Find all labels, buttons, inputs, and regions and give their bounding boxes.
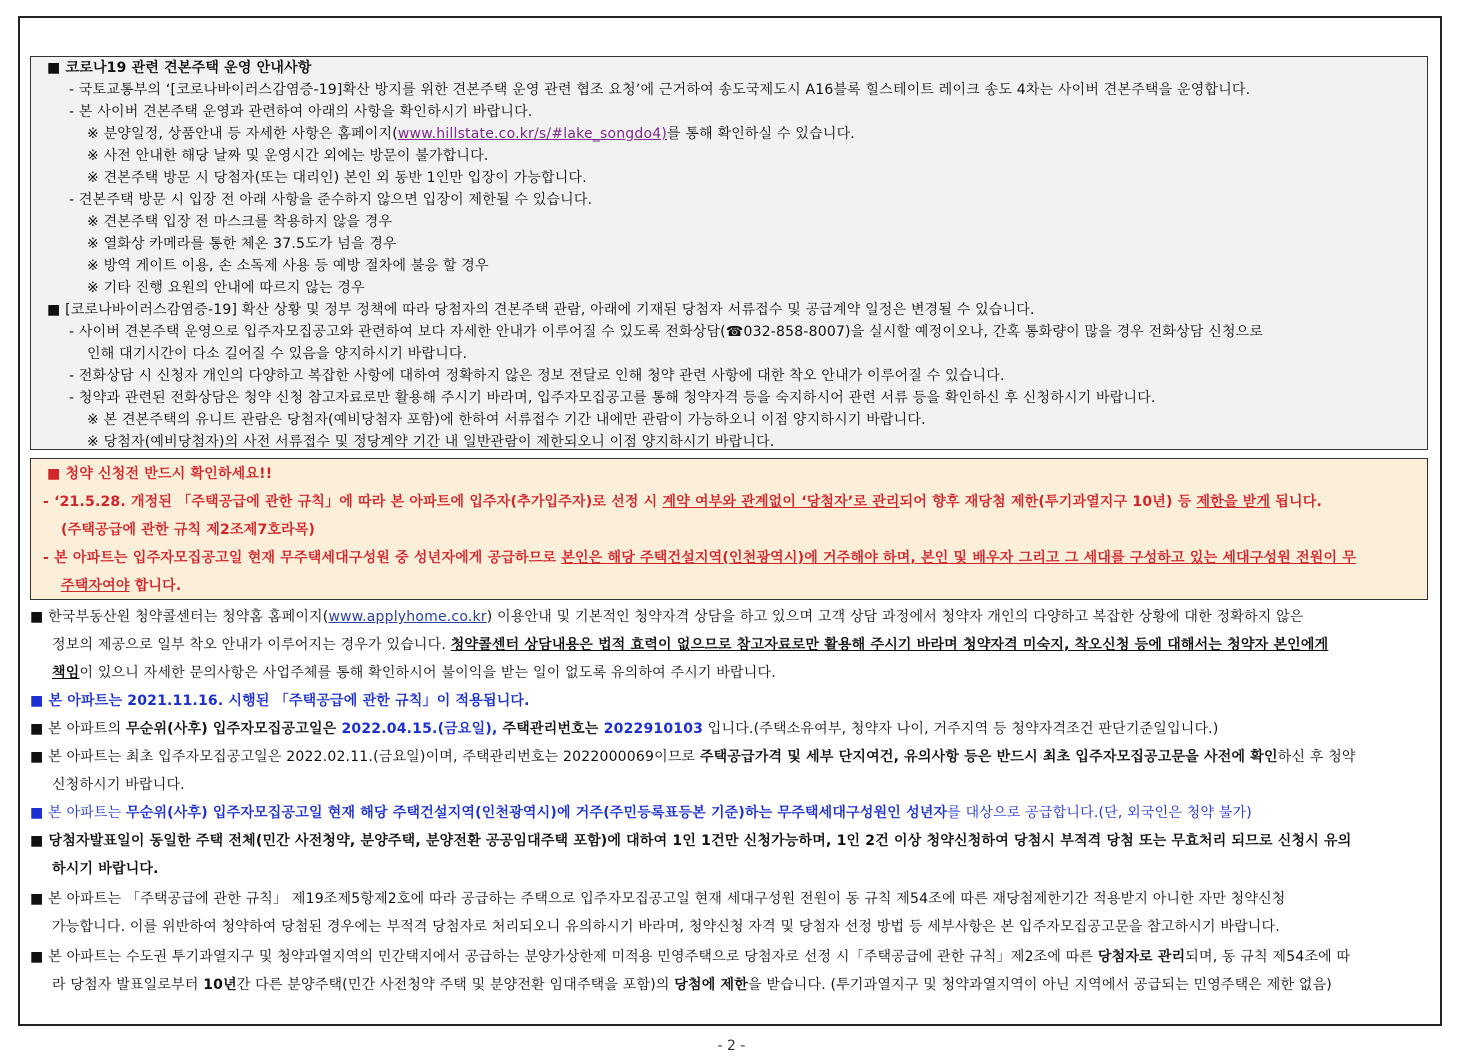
para-text: 간 다른 분양주택(민간 사전청약 주택 및 분양전환 임대주택을 포함)의 <box>236 977 675 993</box>
notice-line: ※ 방역 게이트 이용, 손 소독제 사용 등 예방 절차에 불응 할 경우 <box>87 258 489 274</box>
applyhome-link[interactable]: www.applyhome.co.kr <box>328 609 487 625</box>
para-bold: 무순위(사후) 입주자모집공고일은 <box>126 721 342 737</box>
notice-line: ※ 기타 진행 요원의 안내에 따르지 않는 경우 <box>87 280 365 296</box>
para-text: ■ 한국부동산원 청약콜센터는 청약홈 홈페이지( <box>30 609 329 625</box>
notice-line: ■ [코로나바이러스감염증-19] 확산 상황 및 정부 정책에 따라 당첨자의 견본주택 관람, 아래에 기재된 당첨자 서류접수 및 공급계약 일정은 변경될 수 있습니다. <box>47 302 1035 318</box>
warning-underlined: 제한을 받게 <box>1196 494 1271 510</box>
para-text: ) 이용안내 및 기본적인 청약자격 상담을 하고 있으며 고객 상담 과정에서 청약자 개인의 다양하고 복잡한 상황에 대한 정확하지 않은 <box>486 609 1304 625</box>
para-text: 되며, 동 규칙 제54조에 따 <box>1185 949 1351 965</box>
paragraph-line: 하시기 바랍니다. <box>52 861 159 877</box>
notice-text: ※ 분양일정, 상품안내 등 자세한 사항은 홈페이지( <box>87 126 398 142</box>
para-text: ■ 본 아파트는 최초 입주자모집공고일은 2022.02.11.(금요일)이며, 주택관리번호는 2022000069이므로 <box>30 749 700 765</box>
notice-line: - 사이버 견본주택 운영으로 입주자모집공고와 관련하여 보다 자세한 안내가 이루어질 수 있도록 전화상담(☎032-858-8007)을 실시할 예정이오나, 간혹 통화량이 많을 경우 전화상담 신청으로 <box>69 324 1264 340</box>
covid-notice-title: ■ 코로나19 관련 견본주택 운영 안내사항 <box>47 60 312 76</box>
notice-line: ※ 본 견본주택의 유니트 관람은 당첨자(예비당첨자 포함)에 한하여 서류접수 기간 내에만 관람이 가능하오니 이점 양지하시기 바랍니다. <box>87 412 926 428</box>
warning-text: 되어 향후 재당첨 제한(투기과열지구 10년) 등 <box>899 494 1197 510</box>
para-text: 이 있으니 자세한 문의사항은 사업주체를 통해 확인하시어 불이익을 받는 일이 없도록 유의하여 주시기 바랍니다. <box>79 665 776 681</box>
para-bold: 당첨자로 관리 <box>1097 949 1186 965</box>
notice-line: ※ 견본주택 방문 시 당첨자(또는 대리인) 본인 외 동반 1인만 입장이 가능합니다. <box>87 170 587 186</box>
notice-line: 인해 대기시간이 다소 길어질 수 있음을 양지하시기 바랍니다. <box>87 346 468 362</box>
warning-line <box>61 577 181 595</box>
warning-underlined: 주택자여야 <box>61 578 130 594</box>
para-text: 을 받습니다. (투기과열지구 및 청약과열지역이 아닌 지역에서 공급되는 민영주택은 제한 없음) <box>747 977 1332 993</box>
housing-number: 2022910103 <box>603 721 704 737</box>
warning-text: - 본 아파트는 입주자모집공고일 현재 무주택세대구성원 중 성년자에게 공급하므로 <box>43 550 562 566</box>
paragraph-line <box>30 748 1356 766</box>
page-frame <box>18 16 1442 1026</box>
para-text: 라 당첨자 발표일로부터 <box>52 977 204 993</box>
warning-text: 됩니다. <box>1270 494 1322 510</box>
notice-line: ※ 열화상 카메라를 통한 체온 37.5도가 넘을 경우 <box>87 236 397 252</box>
notice-text: 를 통해 확인하실 수 있습니다. <box>667 126 855 142</box>
para-text: ■ 본 아파트는 수도권 투기과열지구 및 청약과열지역의 민간택지에서 공급하는 분양가상한제 미적용 민영주택으로 당첨자로 선정 시「주택공급에 관한 규칙」제2조에 따른 <box>30 949 1098 965</box>
hillstate-link[interactable]: www.hillstate.co.kr/s/#lake_songdo4) <box>397 126 667 142</box>
para-bold: 당첨에 제한 <box>674 977 748 993</box>
warning-text: 합니다. <box>129 578 182 594</box>
warning-title: ■ 청약 신청전 반드시 확인하세요!! <box>47 466 273 482</box>
paragraph-line: ■ 당첨자발표일이 동일한 주택 전체(민간 사전청약, 분양주택, 분양전환 공공임대주택 포함)에 대하여 1인 1건만 신청가능하며, 1인 2건 이상 청약신청하여 당첨시 부적격 당첨 또는 무효처리 되므로 신청시 유의 <box>30 833 1352 849</box>
paragraph-line <box>52 976 1332 994</box>
notice-line: - 본 사이버 견본주택 운영과 관련하여 아래의 사항을 확인하시기 바랍니다. <box>69 104 533 120</box>
page-number: - 2 - <box>717 1038 746 1054</box>
paragraph-line <box>52 636 1328 654</box>
paragraph-line: ■ 본 아파트는 「주택공급에 관한 규칙」 제19조제5항제2호에 따라 공급하는 주택으로 입주자모집공고일 현재 세대구성원 전원이 동 규칙 제54조에 따른 재당첨제한기간 적용받지 아니한 자만 청약신청 <box>30 891 1286 907</box>
paragraph-line <box>30 720 1218 738</box>
paragraph-line: ■ 본 아파트는 2021.11.16. 시행된 「주택공급에 관한 규칙」이 적용됩니다. <box>30 693 530 709</box>
para-bold: 무순위(사후) 입주자모집공고일 현재 해당 주택건설지역(인천광역시)에 거주(주민등록표등본 기준)하는 무주택세대구성원인 성년자 <box>126 805 948 821</box>
para-bold: 주택관리번호는 <box>497 721 604 737</box>
paragraph-line <box>30 608 1304 626</box>
notice-line <box>87 125 855 143</box>
announce-date: 2022.04.15.(금요일), <box>341 721 498 737</box>
para-text: 입니다.(주택소유여부, 청약자 나이, 거주지역 등 청약자격조건 판단기준일입니다.) <box>703 721 1219 737</box>
para-bold: 주택공급가격 및 세부 단지여건, 유의사항 등은 반드시 최초 입주자모집공고문을 사전에 확인 <box>699 749 1278 765</box>
notice-line: - 견본주택 방문 시 입장 전 아래 사항을 준수하지 않으면 입장이 제한될 수 있습니다. <box>69 192 593 208</box>
notice-line: - 전화상담 시 신청자 개인의 다양하고 복잡한 사항에 대하여 정확하지 않은 정보 전달로 인해 청약 관련 사항에 대한 착오 안내가 이루어질 수 있습니다. <box>69 368 1005 384</box>
warning-underlined: 본인은 해당 주택건설지역(인천광역시)에 거주해야 하며, 본인 및 배우자 그리고 그 세대를 구성하고 있는 세대구성원 전원이 무 <box>561 550 1357 566</box>
paragraph-line <box>30 804 1252 822</box>
paragraph-line: 가능합니다. 이를 위반하여 청약하여 당첨된 경우에는 부적격 당첨자로 처리되오니 유의하시기 바라며, 청약신청 자격 및 당첨자 선정 방법 등 세부사항은 본 입주자모집공고문을 참고하시기 바랍니다. <box>52 919 1280 935</box>
notice-line: ※ 당첨자(예비당첨자)의 사전 서류접수 및 정당계약 기간 내 일반관람이 제한되오니 이점 양지하시기 바랍니다. <box>87 434 775 450</box>
warning-underlined: 계약 여부와 관계없이 ‘당첨자’로 관리 <box>662 494 900 510</box>
para-bold: 책임 <box>52 665 80 681</box>
warning-line <box>43 549 1356 567</box>
paragraph-line <box>52 664 776 682</box>
para-text: ■ 본 아파트는 <box>30 805 126 821</box>
notice-line: - 국토교통부의 ‘[코로나바이러스감염증-19]확산 방지를 위한 견본주택 운영 관련 협조 요청’에 근거하여 송도국제도시 A16블록 힐스테이트 레이크 송도 4차는 사이버 견본주택을 운영합니다. <box>69 82 1251 98</box>
para-text: 를 대상으로 공급합니다.(단, 외국인은 청약 불가) <box>947 805 1252 821</box>
paragraph-line: 신청하시기 바랍니다. <box>52 777 185 793</box>
para-bold: 10년 <box>203 977 237 993</box>
paragraph-line <box>30 948 1350 966</box>
para-bold: 청약콜센터 상담내용은 법적 효력이 없으므로 참고자료로만 활용해 주시기 바라며 청약자격 미숙지, 착오신청 등에 대해서는 청약자 본인에게 <box>450 637 1329 653</box>
warning-box <box>30 458 1428 600</box>
notice-line: ※ 사전 안내한 해당 날짜 및 운영시간 외에는 방문이 불가합니다. <box>87 148 489 164</box>
warning-text: - ‘21.5.28. 개정된 「주택공급에 관한 규칙」에 따라 본 아파트에 입주자(추가입주자)로 선정 시 <box>43 494 663 510</box>
notice-line: - 청약과 관련된 전화상담은 청약 신청 참고자료로만 활용해 주시기 바라며, 입주자모집공고를 통해 청약자격 등을 숙지하시어 관련 서류 등을 확인하신 후 신청하시기 바랍니다. <box>69 390 1156 406</box>
covid-notice-box <box>30 56 1428 450</box>
warning-line <box>43 493 1322 511</box>
para-text: ■ 본 아파트의 <box>30 721 126 737</box>
notice-line: ※ 견본주택 입장 전 마스크를 착용하지 않을 경우 <box>87 214 393 230</box>
para-text: 정보의 제공으로 일부 착오 안내가 이루어지는 경우가 있습니다. <box>52 637 451 653</box>
warning-line: (주택공급에 관한 규칙 제2조제7호라목) <box>61 522 316 538</box>
para-text: 하신 후 청약 <box>1277 749 1356 765</box>
